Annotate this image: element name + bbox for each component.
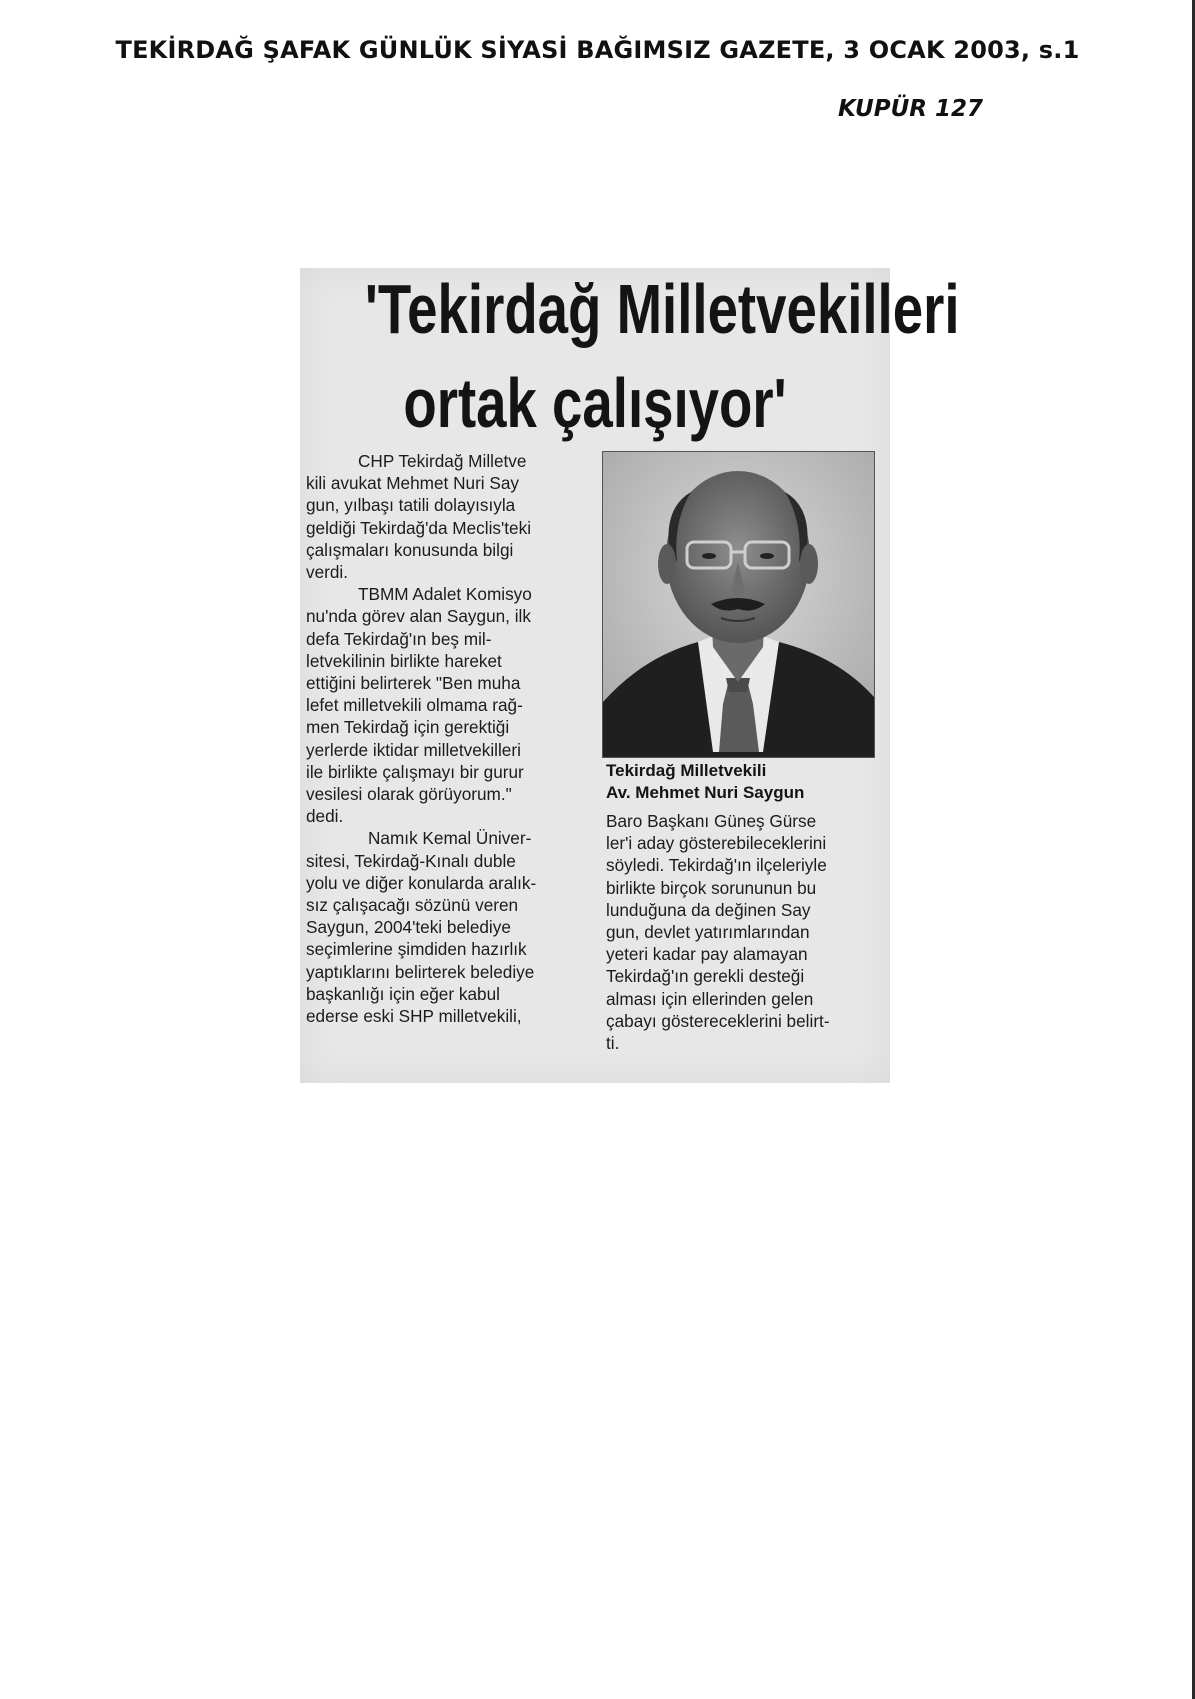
- article-line: ederse eski SHP milletvekili,: [306, 1006, 522, 1027]
- portrait-photo: [602, 451, 875, 758]
- article-line: lefet milletvekili olmama rağ-: [306, 695, 523, 716]
- article-line: sitesi, Tekirdağ-Kınalı duble: [306, 850, 516, 871]
- article-line: yeteri kadar pay alamayan: [606, 944, 808, 965]
- article-line: gun, devlet yatırımlarından: [606, 922, 810, 943]
- clipping-number: KUPÜR 127: [838, 96, 983, 122]
- article-line: Saygun, 2004'teki belediye: [306, 917, 511, 938]
- article-line: seçimlerine şimdiden hazırlık: [306, 939, 527, 960]
- article-line: lunduğuna da değinen Say: [606, 899, 811, 920]
- headline-line-2: ortak çalışıyor': [403, 364, 787, 442]
- article-line: yolu ve diğer konularda aralık-: [306, 872, 537, 893]
- article-line: kili avukat Mehmet Nuri Say: [306, 473, 520, 494]
- article-line: TBMM Adalet Komisyo: [358, 584, 532, 605]
- article-line: birlikte birçok sorununun bu: [606, 877, 817, 898]
- article-line: CHP Tekirdağ Milletve: [358, 451, 527, 471]
- article-line: defa Tekirdağ'ın beş mil-: [306, 628, 492, 649]
- article-line: yaptıklarını belirterek belediye: [306, 961, 535, 982]
- article-line: ler'i aday gösterebileceklerini: [606, 833, 827, 854]
- article-line: Tekirdağ'ın gerekli desteği: [606, 966, 805, 987]
- caption-line-1: Tekirdağ Milletvekili: [606, 761, 767, 780]
- article-line: sız çalışacağı sözünü veren: [306, 895, 519, 916]
- article-left-column: [306, 450, 574, 1027]
- article-line: vesilesi olarak görüyorum.": [306, 784, 512, 805]
- article-line: yerlerde iktidar milletvekilleri: [306, 739, 521, 760]
- article-line: letvekilinin birlikte hareket: [306, 650, 502, 671]
- portrait-illustration: [603, 452, 874, 757]
- article-line: ettiğini belirterek "Ben muha: [306, 673, 521, 694]
- photo-caption: [606, 760, 886, 804]
- article-line: verdi.: [306, 562, 349, 583]
- article-line: dedi.: [306, 806, 344, 827]
- article-line: ile birlikte çalışmayı bir gurur: [306, 761, 524, 782]
- article-line: başkanlığı için eğer kabul: [306, 983, 500, 1004]
- article-line: gun, yılbaşı tatili dolayısıyla: [306, 495, 516, 516]
- article-line: Baro Başkanı Güneş Gürse: [606, 811, 817, 831]
- article-line: Namık Kemal Üniver-: [368, 828, 532, 849]
- article-line: söyledi. Tekirdağ'ın ilçeleriyle: [606, 855, 827, 876]
- publication-header: TEKİRDAĞ ŞAFAK GÜNLÜK SİYASİ BAĞIMSIZ GAZETE, 3 OCAK 2003, s.1: [115, 36, 1080, 64]
- article-line: alması için ellerinden gelen: [606, 988, 814, 1009]
- newspaper-clipping: [300, 268, 960, 1083]
- article-line: men Tekirdağ için gerektiği: [306, 717, 510, 738]
- article-line: çabayı göstereceklerini belirt-: [606, 1010, 830, 1031]
- article-line: ti.: [606, 1033, 620, 1054]
- article-line: geldiği Tekirdağ'da Meclis'teki: [306, 517, 532, 538]
- article-right-column: [606, 810, 884, 1054]
- article-line: çalışmaları konusunda bilgi: [306, 539, 514, 560]
- headline-line-1: 'Tekirdağ Milletvekilleri: [364, 270, 960, 348]
- article-line: nu'nda görev alan Saygun, ilk: [306, 606, 531, 627]
- caption-line-2: Av. Mehmet Nuri Saygun: [606, 783, 805, 802]
